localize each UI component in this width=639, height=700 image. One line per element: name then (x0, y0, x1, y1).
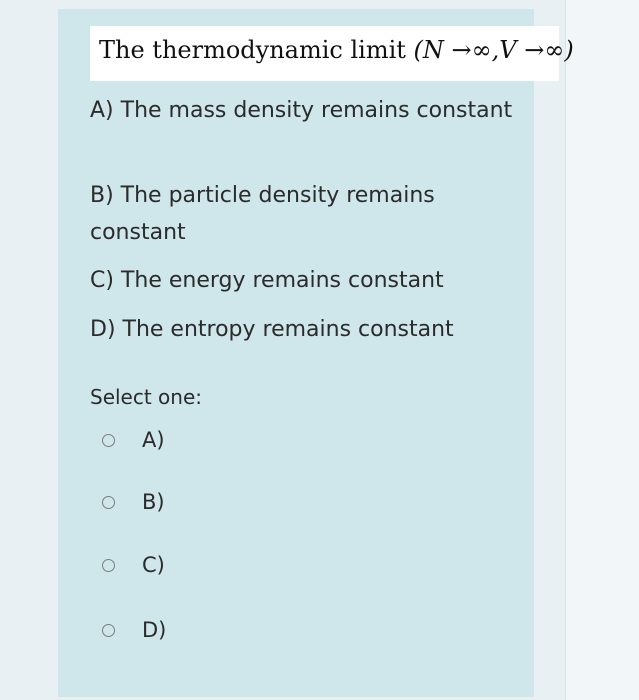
answer-choice-c-label[interactable]: C) (142, 553, 165, 577)
page-margin (566, 0, 639, 700)
select-one-prompt: Select one: (90, 385, 203, 409)
answer-choice-b[interactable] (102, 489, 165, 515)
radio-button-b[interactable] (102, 496, 115, 509)
answer-choice-b-label[interactable]: B) (142, 490, 165, 514)
option-b-text: B) The particle density remains constant (90, 183, 435, 245)
option-c-text: C) The energy remains constant (90, 268, 444, 293)
radio-button-d[interactable] (102, 624, 115, 637)
answer-choice-d-label[interactable]: D) (142, 618, 167, 642)
answer-choice-c[interactable] (102, 552, 165, 578)
question-title (90, 26, 574, 81)
radio-button-a[interactable] (102, 434, 115, 447)
question-title-text: The thermodynamic limit (99, 36, 414, 64)
answer-choice-a[interactable] (102, 427, 165, 453)
answer-choice-d[interactable] (102, 617, 166, 643)
radio-button-c[interactable] (102, 559, 115, 572)
answer-choice-a-label[interactable]: A) (142, 428, 165, 452)
option-d-text: D) The entropy remains constant (90, 317, 454, 342)
option-a-text: A) The mass density remains constant (90, 98, 513, 123)
question-title-math: (N →∞,V →∞) (413, 36, 574, 64)
